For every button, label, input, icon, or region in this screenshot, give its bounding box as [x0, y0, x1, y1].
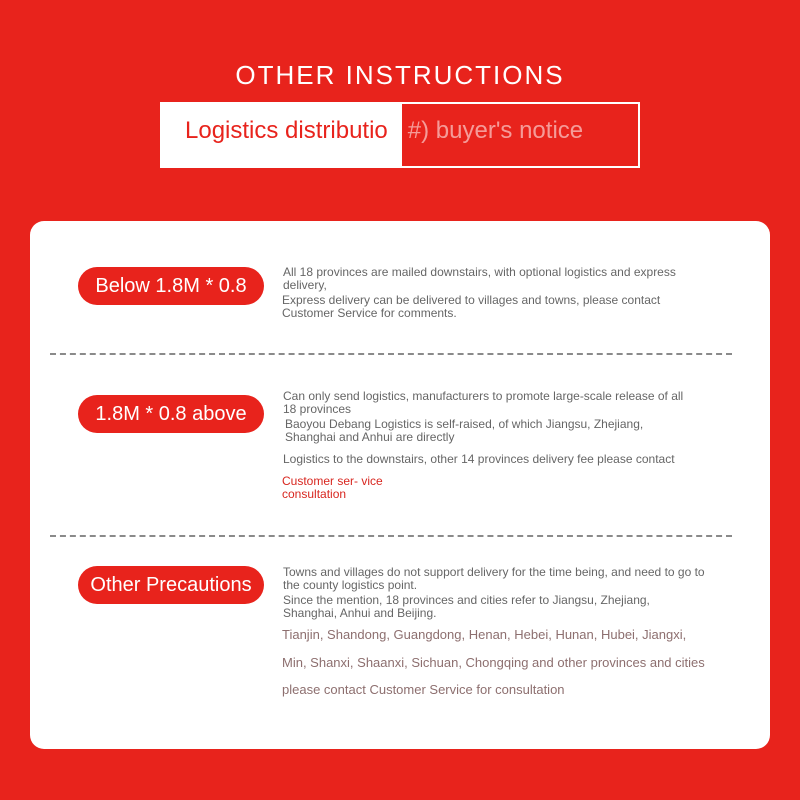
section-3-text-1: Towns and villages do not support delivery for the time being, and need to go to the county logistics point.	[283, 565, 705, 592]
section-label-other-precautions: Other Precautions	[78, 566, 264, 604]
subtitle-title	[185, 117, 583, 145]
section-2-text-1: Can only send logistics, manufacturers to promote large-scale release of all 18 provinces	[283, 389, 684, 416]
subtitle-title-tail: n #) buyer's notice	[387, 117, 584, 144]
subtitle-title-main: Logistics distributio	[185, 117, 388, 144]
section-divider-1	[50, 353, 732, 355]
page-heading: OTHER INSTRUCTIONS	[235, 60, 565, 90]
section-3-text-3: Tianjin, Shandong, Guangdong, Henan, Hebei, Hunan, Hubei, Jiangxi,	[282, 627, 687, 642]
section-label-below-size: Below 1.8M * 0.8	[78, 267, 264, 305]
section-2-text-3: Logistics to the downstairs, other 14 provinces delivery fee please contact	[283, 452, 675, 466]
section-label-above-size: 1.8M * 0.8 above	[78, 395, 264, 433]
section-1-text-2: Express delivery can be delivered to villages and towns, please contact Customer Service for comments.	[282, 293, 661, 320]
section-divider-2	[50, 535, 732, 537]
customer-service-consultation-text: Customer ser- vice consultation	[282, 474, 383, 501]
section-3-text-4: Min, Shanxi, Shaanxi, Sichuan, Chongqing and other provinces and cities	[282, 655, 705, 670]
section-1-text-1: All 18 provinces are mailed downstairs, with optional logistics and express delivery,	[283, 265, 676, 292]
section-3-text-5: please contact Customer Service for consultation	[282, 682, 565, 697]
section-3-text-2: Since the mention, 18 provinces and cities refer to Jiangsu, Zhejiang, Shanghai, Anhui and Beijing.	[283, 593, 650, 620]
section-2-text-2: Baoyou Debang Logistics is self-raised, of which Jiangsu, Zhejiang, Shanghai and Anhui are directly	[285, 417, 644, 444]
